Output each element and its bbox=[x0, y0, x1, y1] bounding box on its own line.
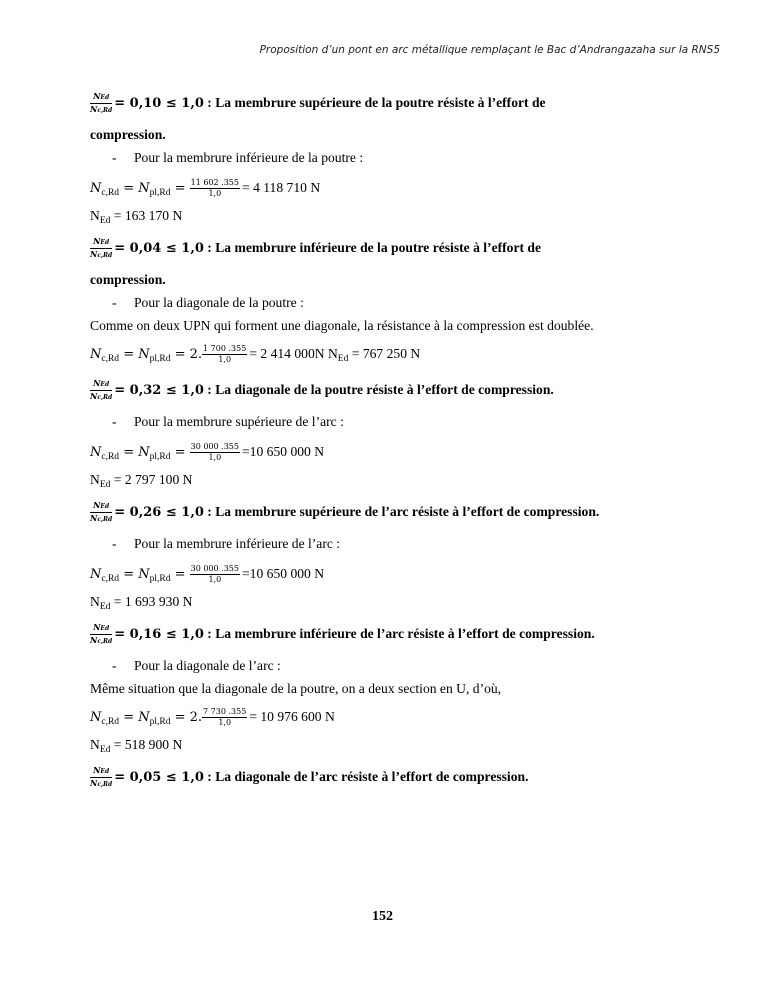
resistance-result: =10 650 000 N bbox=[242, 566, 325, 581]
ratio-check-line bbox=[90, 495, 720, 529]
result-sub: Ed bbox=[337, 354, 349, 364]
ratio-value: = 0,26 ≤ 1,0 bbox=[114, 505, 204, 520]
bullet-item bbox=[90, 413, 720, 430]
resistance-fraction bbox=[190, 564, 240, 585]
n-c-rd-sub: c,Rd bbox=[101, 574, 120, 584]
design-load-line bbox=[90, 471, 720, 494]
ratio-check-line bbox=[90, 231, 720, 265]
n-c-rd: N bbox=[90, 347, 102, 362]
ratio-value: = 0,32 ≤ 1,0 bbox=[114, 383, 204, 398]
ratio-value: = 0,16 ≤ 1,0 bbox=[114, 627, 204, 642]
ratio-value: = 0,10 ≤ 1,0 bbox=[114, 96, 204, 111]
n-pl-rd: N bbox=[138, 567, 150, 582]
bullet-dash: - bbox=[112, 414, 117, 429]
ned-label-sub: Ed bbox=[99, 745, 111, 755]
bullet-text: Pour la membrure inférieure de l’arc : bbox=[134, 536, 341, 551]
resistance-fraction bbox=[190, 178, 240, 199]
ratio-den-n: N bbox=[90, 778, 98, 789]
equals-sign: = bbox=[119, 567, 139, 582]
n-c-rd: N bbox=[90, 181, 102, 196]
ned-label-sub: Ed bbox=[99, 602, 111, 612]
ratio-num-n: N bbox=[93, 236, 101, 247]
bullet-item bbox=[90, 657, 720, 674]
design-load-line bbox=[90, 593, 720, 616]
ratio-den-sub: c,Rd bbox=[97, 107, 113, 115]
ratio-num-n: N bbox=[93, 500, 101, 511]
equals-sign: = bbox=[119, 347, 139, 362]
ratio-conclusion: : La membrure inférieure de la poutre résiste à l’effort de bbox=[203, 240, 542, 255]
bullet-text: Pour la diagonale de la poutre : bbox=[134, 295, 304, 310]
n-c-rd: N bbox=[90, 567, 102, 582]
ratio-numerator bbox=[90, 378, 112, 391]
bullet-text: Pour la diagonale de l’arc : bbox=[134, 658, 281, 673]
ratio-conclusion: : La diagonale de la poutre résiste à l’effort de compression. bbox=[203, 382, 554, 397]
ratio-num-n: N bbox=[93, 91, 101, 102]
fraction-numerator: 7 730 .355 bbox=[203, 707, 247, 717]
ratio-num-sub: Ed bbox=[100, 768, 110, 776]
resistance-equation bbox=[90, 701, 720, 733]
equals-sign: = bbox=[119, 445, 139, 460]
fraction-numerator: 30 000 .355 bbox=[190, 442, 239, 452]
ratio-den-n: N bbox=[90, 391, 98, 402]
n-c-rd: N bbox=[90, 710, 102, 725]
fraction-numerator: 1 700 .355 bbox=[203, 344, 247, 354]
ratio-num-sub: Ed bbox=[100, 625, 110, 633]
ned-value: 518 900 N bbox=[124, 737, 183, 752]
design-load-line bbox=[90, 736, 720, 759]
n-pl-rd: N bbox=[138, 347, 150, 362]
resistance-result: = 4 118 710 N bbox=[242, 180, 321, 195]
resistance-fraction bbox=[202, 707, 247, 728]
ratio-den-sub: c,Rd bbox=[97, 781, 113, 789]
ratio-numerator bbox=[90, 91, 112, 104]
running-header: Proposition d’un pont en arc métallique remplaçant le Bac d’Andrangazaha sur la RNS5 bbox=[259, 44, 720, 56]
n-c-rd-sub: c,Rd bbox=[101, 354, 120, 364]
ratio-denominator bbox=[90, 249, 112, 261]
ratio-conclusion-continued: compression. bbox=[90, 272, 166, 287]
bullet-item bbox=[90, 535, 720, 552]
n-pl-rd: N bbox=[138, 710, 150, 725]
ned-ratio-fraction bbox=[90, 622, 112, 647]
ratio-conclusion: : La membrure supérieure de la poutre résiste à l’effort de bbox=[203, 95, 546, 110]
resistance-equation bbox=[90, 338, 720, 370]
ned-ratio-fraction bbox=[90, 91, 112, 116]
fraction-denominator: 1,0 bbox=[208, 453, 222, 463]
n-c-rd-sub: c,Rd bbox=[101, 188, 120, 198]
ned-ratio-fraction bbox=[90, 500, 112, 525]
ned-label: N bbox=[90, 737, 100, 752]
ratio-check-line bbox=[90, 760, 720, 794]
fraction-numerator: 30 000 .355 bbox=[190, 564, 239, 574]
bullet-item bbox=[90, 294, 720, 311]
ratio-den-n: N bbox=[90, 635, 98, 646]
ned-value: 2 797 100 N bbox=[124, 472, 193, 487]
ned-value: 1 693 930 N bbox=[124, 594, 193, 609]
multiplier: 2. bbox=[189, 347, 203, 362]
equals-sign: = bbox=[119, 710, 139, 725]
resistance-result: =10 650 000 N bbox=[242, 444, 325, 459]
equals-sign: = bbox=[170, 445, 190, 460]
ratio-num-n: N bbox=[93, 378, 101, 389]
ned-ratio-fraction bbox=[90, 236, 112, 261]
ned-equals: = bbox=[110, 472, 125, 487]
bullet-text: Pour la membrure inférieure de la poutre : bbox=[134, 150, 364, 165]
resistance-result: = 10 976 600 N bbox=[249, 709, 335, 724]
ratio-num-sub: Ed bbox=[100, 94, 110, 102]
ratio-num-sub: Ed bbox=[100, 239, 110, 247]
ratio-den-n: N bbox=[90, 249, 98, 260]
ratio-numerator bbox=[90, 236, 112, 249]
ratio-num-n: N bbox=[93, 622, 101, 633]
ratio-conclusion-continued: compression. bbox=[90, 127, 166, 142]
ratio-den-n: N bbox=[90, 513, 98, 524]
explanatory-note: Comme on deux UPN qui forment une diagonale, la résistance à la compression est doublée. bbox=[90, 318, 594, 333]
page-number: 152 bbox=[372, 909, 393, 924]
ned-label-sub: Ed bbox=[99, 216, 111, 226]
bullet-text: Pour la membrure supérieure de l’arc : bbox=[134, 414, 344, 429]
ned-ratio-fraction bbox=[90, 765, 112, 790]
resistance-result: = 2 414 000N N bbox=[249, 346, 338, 361]
equals-sign: = bbox=[170, 710, 190, 725]
n-pl-rd-sub: pl,Rd bbox=[149, 354, 171, 364]
ratio-denominator bbox=[90, 513, 112, 525]
n-c-rd-sub: c,Rd bbox=[101, 452, 120, 462]
resistance-equation bbox=[90, 558, 720, 590]
equals-sign: = bbox=[119, 181, 139, 196]
ratio-den-sub: c,Rd bbox=[97, 252, 113, 260]
ratio-num-sub: Ed bbox=[100, 381, 110, 389]
ratio-numerator bbox=[90, 500, 112, 513]
ratio-denominator bbox=[90, 104, 112, 116]
ned-equals: = bbox=[110, 737, 125, 752]
n-pl-rd: N bbox=[138, 445, 150, 460]
bullet-dash: - bbox=[112, 536, 117, 551]
equals-sign: = bbox=[170, 567, 190, 582]
fraction-denominator: 1,0 bbox=[208, 189, 222, 199]
multiplier: 2. bbox=[189, 710, 203, 725]
ned-value: 163 170 N bbox=[124, 208, 183, 223]
ned-equals: = bbox=[110, 208, 125, 223]
ratio-den-n: N bbox=[90, 104, 98, 115]
explanatory-note: Même situation que la diagonale de la poutre, on a deux section en U, d’où, bbox=[90, 681, 502, 696]
design-load-line bbox=[90, 207, 720, 230]
page-content bbox=[90, 86, 720, 800]
fraction-denominator: 1,0 bbox=[218, 355, 232, 365]
resistance-fraction bbox=[202, 344, 247, 365]
ratio-check-line bbox=[90, 617, 720, 651]
ratio-value: = 0,04 ≤ 1,0 bbox=[114, 241, 204, 256]
n-pl-rd: N bbox=[138, 181, 150, 196]
n-c-rd: N bbox=[90, 445, 102, 460]
n-c-rd-sub: c,Rd bbox=[101, 717, 120, 727]
ratio-numerator bbox=[90, 622, 112, 635]
equals-sign: = bbox=[170, 347, 190, 362]
resistance-fraction bbox=[190, 442, 240, 463]
ratio-conclusion: : La membrure supérieure de l’arc résiste à l’effort de compression. bbox=[203, 504, 600, 519]
resistance-equation bbox=[90, 436, 720, 468]
ratio-conclusion: : La membrure inférieure de l’arc résiste à l’effort de compression. bbox=[203, 626, 595, 641]
equals-sign: = bbox=[170, 181, 190, 196]
bullet-dash: - bbox=[112, 150, 117, 165]
ratio-value: = 0,05 ≤ 1,0 bbox=[114, 770, 204, 785]
ratio-num-sub: Ed bbox=[100, 503, 110, 511]
ned-equals: = bbox=[110, 594, 125, 609]
fraction-denominator: 1,0 bbox=[208, 575, 222, 585]
fraction-numerator: 11 602 .355 bbox=[190, 178, 239, 188]
n-pl-rd-sub: pl,Rd bbox=[149, 188, 171, 198]
n-pl-rd-sub: pl,Rd bbox=[149, 452, 171, 462]
n-pl-rd-sub: pl,Rd bbox=[149, 574, 171, 584]
ratio-conclusion: : La diagonale de l’arc résiste à l’effort de compression. bbox=[203, 769, 529, 784]
result-tail: = 767 250 N bbox=[348, 346, 421, 361]
n-pl-rd-sub: pl,Rd bbox=[149, 717, 171, 727]
bullet-dash: - bbox=[112, 295, 117, 310]
ratio-numerator bbox=[90, 765, 112, 778]
ratio-denominator bbox=[90, 635, 112, 647]
ratio-check-line bbox=[90, 86, 720, 120]
ratio-denominator bbox=[90, 778, 112, 790]
ned-label: N bbox=[90, 594, 100, 609]
ratio-denominator bbox=[90, 391, 112, 403]
ned-label: N bbox=[90, 208, 100, 223]
ratio-num-n: N bbox=[93, 765, 101, 776]
ned-label: N bbox=[90, 472, 100, 487]
resistance-equation bbox=[90, 172, 720, 204]
ratio-check-line bbox=[90, 373, 720, 407]
ned-label-sub: Ed bbox=[99, 480, 111, 490]
ratio-den-sub: c,Rd bbox=[97, 394, 113, 402]
ratio-den-sub: c,Rd bbox=[97, 638, 113, 646]
fraction-denominator: 1,0 bbox=[218, 718, 232, 728]
ned-ratio-fraction bbox=[90, 378, 112, 403]
bullet-item bbox=[90, 149, 720, 166]
bullet-dash: - bbox=[112, 658, 117, 673]
ratio-den-sub: c,Rd bbox=[97, 516, 113, 524]
